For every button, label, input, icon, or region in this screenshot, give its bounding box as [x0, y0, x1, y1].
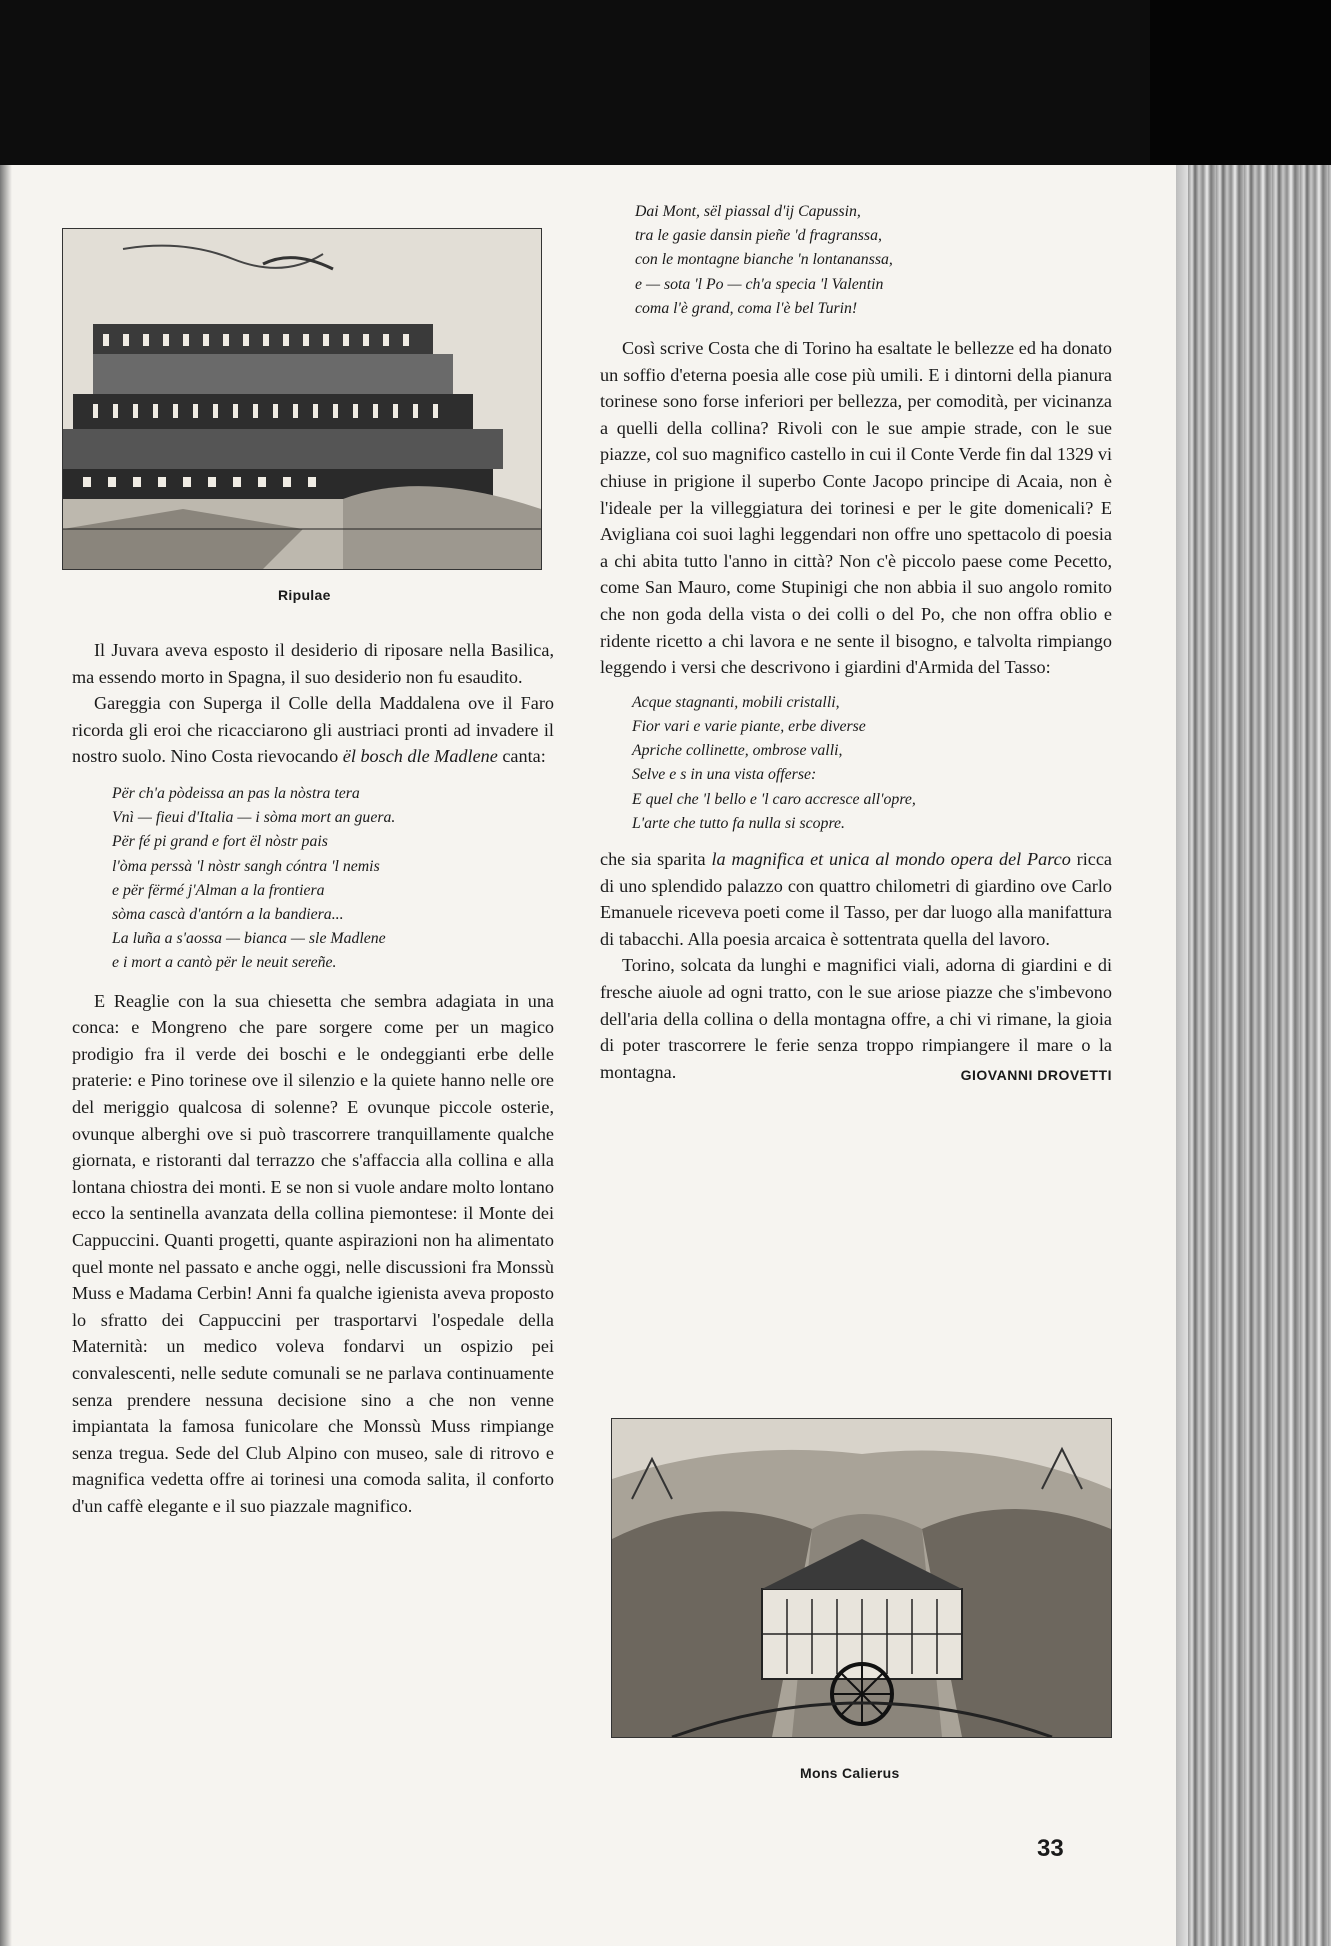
- left-paragraph-1: Il Juvara aveva esposto il desiderio di riposare nella Basilica, ma essendo morto in Spagna, il suo desiderio non fu esaudito.: [72, 640, 554, 687]
- right-paragraph-3-text: Torino, solcata da lunghi e magnifici viali, adorna di giardini e di fresche aiuole ad ogni tratto, con le sue ariose piazze che s'imbevono dell'aria della collina o della montagna offre, a chi vi rimane, la gioia di poter trascorrere le ferie senza troppo rimpiangere il mare o la montagna.: [600, 955, 1112, 1082]
- verse-line: Për ch'a pòdeissa an pas la nòstra tera: [112, 784, 360, 802]
- verse-line: Fior vari e varie piante, erbe diverse: [632, 717, 866, 735]
- left-paragraph-2-end: canta:: [497, 746, 546, 767]
- verse-line: coma l'è grand, coma l'è bel Turin!: [635, 299, 858, 317]
- verse-line: Apriche collinette, ombrose valli,: [632, 742, 843, 760]
- verse-line: e i mort a cantò për le neuit sereñe.: [112, 954, 337, 972]
- left-paragraph-2-text: Gareggia con Superga il Colle della Maddalena ove il Faro ricorda gli eroi che ricacciarono gli austriaci pronti ad invadere il nostro suolo. Nino Costa rievocando: [72, 693, 554, 767]
- verse-line: tra le gasie dansin pieñe 'd fragranssa,: [635, 227, 882, 245]
- photo-dark-top-border: [0, 0, 1331, 165]
- left-paragraph-2-title: ël bosch dle Madlene: [342, 746, 498, 767]
- verse-line: Selve e s in una vista offerse:: [632, 766, 817, 784]
- verse-line: Dai Mont, sël piassal d'ij Capussin,: [635, 203, 861, 220]
- verse-line: e — sota 'l Po — ch'a specia 'l Valentin: [635, 275, 884, 293]
- right-verse-1: [635, 200, 1112, 321]
- verse-line: con le montagne bianche 'n lontananssa,: [635, 251, 893, 269]
- verse-line: e për fërmé j'Alman a la frontiera: [112, 881, 325, 899]
- left-verse: [112, 782, 554, 976]
- right-column: [600, 200, 1112, 1088]
- left-paragraph-3: E Reaglie con la sua chiesetta che sembra adagiata in una conca: e Mongreno che pare sorgere come per un magico prodigio fra il verde dei boschi e le ondeggianti erbe delle praterie: e Pino torinese ove il silenzio e la quiete hanno nelle ore del meriggio qualcosa di solenne? E ovunque piccole osterie, ovunque alberghi ove si può trascorrere tranquillamente qualche giornata, e ristoranti dal terrazzo che s'affaccia alla collina e alla lontana chiostra dei monti. E se non si vuole andare molto lontano ecco la sentinella avanzata della collina piemontese: il Monte dei Cappuccini. Quanti progetti, quante aspirazioni non ha alimentato quel monte nel passato e anche oggi, nelle discussioni fra Monssù Muss e Madama Cerbin! Anni fa qualche igienista aveva proposto lo sfratto dei Cappuccini per trasportarvi l'ospedale della Maternità: un medico voleva fondarvi un ospizio pei convalescenti, nelle sedute comunali se ne parlava continuamente senza prendere nessuna decisione sino a che non venne impiantata la famosa funicolare che Monssù Muss rimpiange senza tregua. Sede del Club Alpino con museo, sale di ritrovo e magnifica vedetta offre ai torinesi una comoda salita, il conforto d'un caffè elegante e il suo piazzale magnifico.: [72, 990, 554, 1516]
- ripulae-caption: Ripulae: [278, 587, 331, 603]
- verse-line: La luña a s'aossa — bianca — sle Madlene: [112, 930, 386, 948]
- verse-line: L'arte che tutto fa nulla si scopre.: [632, 814, 845, 832]
- verse-line: E quel che 'l bello e 'l caro accresce all'opre,: [632, 790, 916, 808]
- right-paragraph-2: [600, 846, 1112, 952]
- verse-line: Vnì — fieui d'Italia — i sòma mort an guera.: [112, 809, 396, 827]
- page-number: 33: [1037, 1835, 1064, 1862]
- right-paragraph-2-italic: la magnifica et unica al mondo opera del Parco: [711, 848, 1071, 869]
- ripulae-engraving: [62, 228, 542, 570]
- right-paragraph-3: [600, 952, 1112, 1085]
- right-verse-2: [632, 691, 1112, 836]
- right-paragraph-2-text: che sia sparita: [600, 848, 712, 869]
- mons-calierus-caption: Mons Calierus: [800, 1765, 900, 1781]
- left-paragraph-2: [72, 690, 554, 770]
- author-signature: GIOVANNI DROVETTI: [960, 1066, 1112, 1083]
- verse-line: Për fé pi grand e fort ël nòstr pais: [112, 833, 328, 851]
- left-column: [72, 637, 554, 1519]
- right-paragraph-2-end: ricca di uno splendido palazzo con quattro chilometri di giardino ove Carlo Emanuele riceveva poeti come il Tasso, per dar luogo alla manifattura di tabacchi. Alla poesia arcaica è sottentrata quella del lavoro.: [600, 848, 1113, 949]
- verse-line: l'òma perssà 'l nòstr sangh cóntra 'l nemis: [112, 857, 380, 875]
- page-left-shadow: [0, 165, 12, 1946]
- book-page-stack: [1188, 165, 1331, 1946]
- photo-dark-corner: [1150, 0, 1331, 165]
- verse-line: sòma cascà d'antórn a la bandiera...: [112, 905, 344, 923]
- ripulae-engraving-drawing: [63, 229, 541, 569]
- mons-calierus-engraving: [611, 1418, 1112, 1738]
- mons-calierus-engraving-drawing: [612, 1419, 1111, 1737]
- right-paragraph-1: Così scrive Costa che di Torino ha esaltate le bellezze ed ha donato un soffio d'eterna poesia alle cose più umili. E i dintorni della pianura torinese sono forse inferiori per bellezza, per comodità, per vicinanza a quelli della collina? Rivoli con le sue ampie strade, con le sue piazze, col suo magnifico castello in cui il Conte Verde fin dal 1329 vi chiuse in prigione il superbo Conte Jacopo principe di Acaia, non è l'ideale per la villeggiatura dei torinesi e per le gite domenicali? E Avigliana coi suoi laghi leggendari non offre uno spettacolo di poesia a chi abita tutto l'anno in città? Non c'è piccolo paese come Pecetto, come San Mauro, come Stupinigi che non abbia il suo angolo romito che non goda della vista o dei colli o del Po, che non offra oblio e ridente ricetto a chi lavora e ne sente il bisogno, e talvolta rimpiango leggendo i versi che descrivono i giardini d'Armida del Tasso:: [600, 338, 1112, 678]
- verse-line: Acque stagnanti, mobili cristalli,: [632, 693, 840, 711]
